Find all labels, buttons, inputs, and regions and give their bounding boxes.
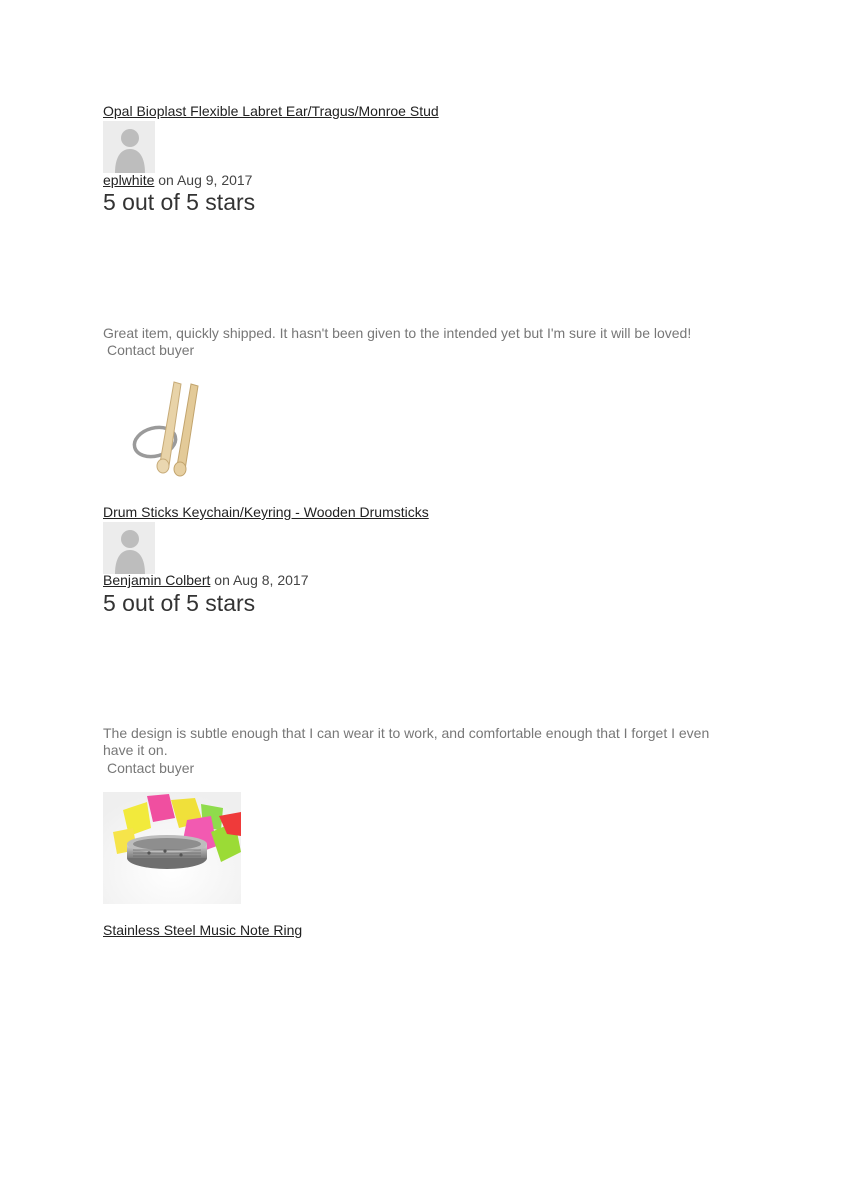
product-link-labret-stud[interactable]: Opal Bioplast Flexible Labret Ear/Tragus/Monroe Stud	[103, 103, 439, 119]
contact-buyer-link[interactable]: Contact buyer	[107, 342, 195, 358]
review-text: Great item, quickly shipped. It hasn't been given to the intended yet but I'm sure it will be loved!	[103, 325, 692, 341]
reviewer-name-link[interactable]: eplwhite	[103, 172, 155, 188]
reviewer-avatar-icon[interactable]	[103, 121, 155, 173]
review-date: on Aug 8, 2017	[210, 572, 309, 588]
review-text: The design is subtle enough that I can wear it to work, and comfortable enough that I forget I even have it on.	[103, 725, 710, 758]
review-date: on Aug 9, 2017	[154, 172, 253, 188]
contact-buyer-link[interactable]: Contact buyer	[107, 760, 195, 776]
rating-text: 5 out of 5 stars	[103, 590, 256, 616]
music-note-ring-image[interactable]	[103, 792, 241, 904]
rating-text: 5 out of 5 stars	[103, 189, 256, 215]
product-link-drumsticks-keychain[interactable]: Drum Sticks Keychain/Keyring - Wooden Drumsticks	[103, 504, 429, 520]
review-byline	[103, 172, 252, 188]
review-byline	[103, 572, 308, 588]
product-link-music-note-ring[interactable]: Stainless Steel Music Note Ring	[103, 922, 303, 938]
reviewer-avatar-icon[interactable]	[103, 522, 155, 574]
reviewer-name-link[interactable]: Benjamin Colbert	[103, 572, 211, 588]
drumsticks-keychain-image[interactable]	[103, 374, 215, 486]
